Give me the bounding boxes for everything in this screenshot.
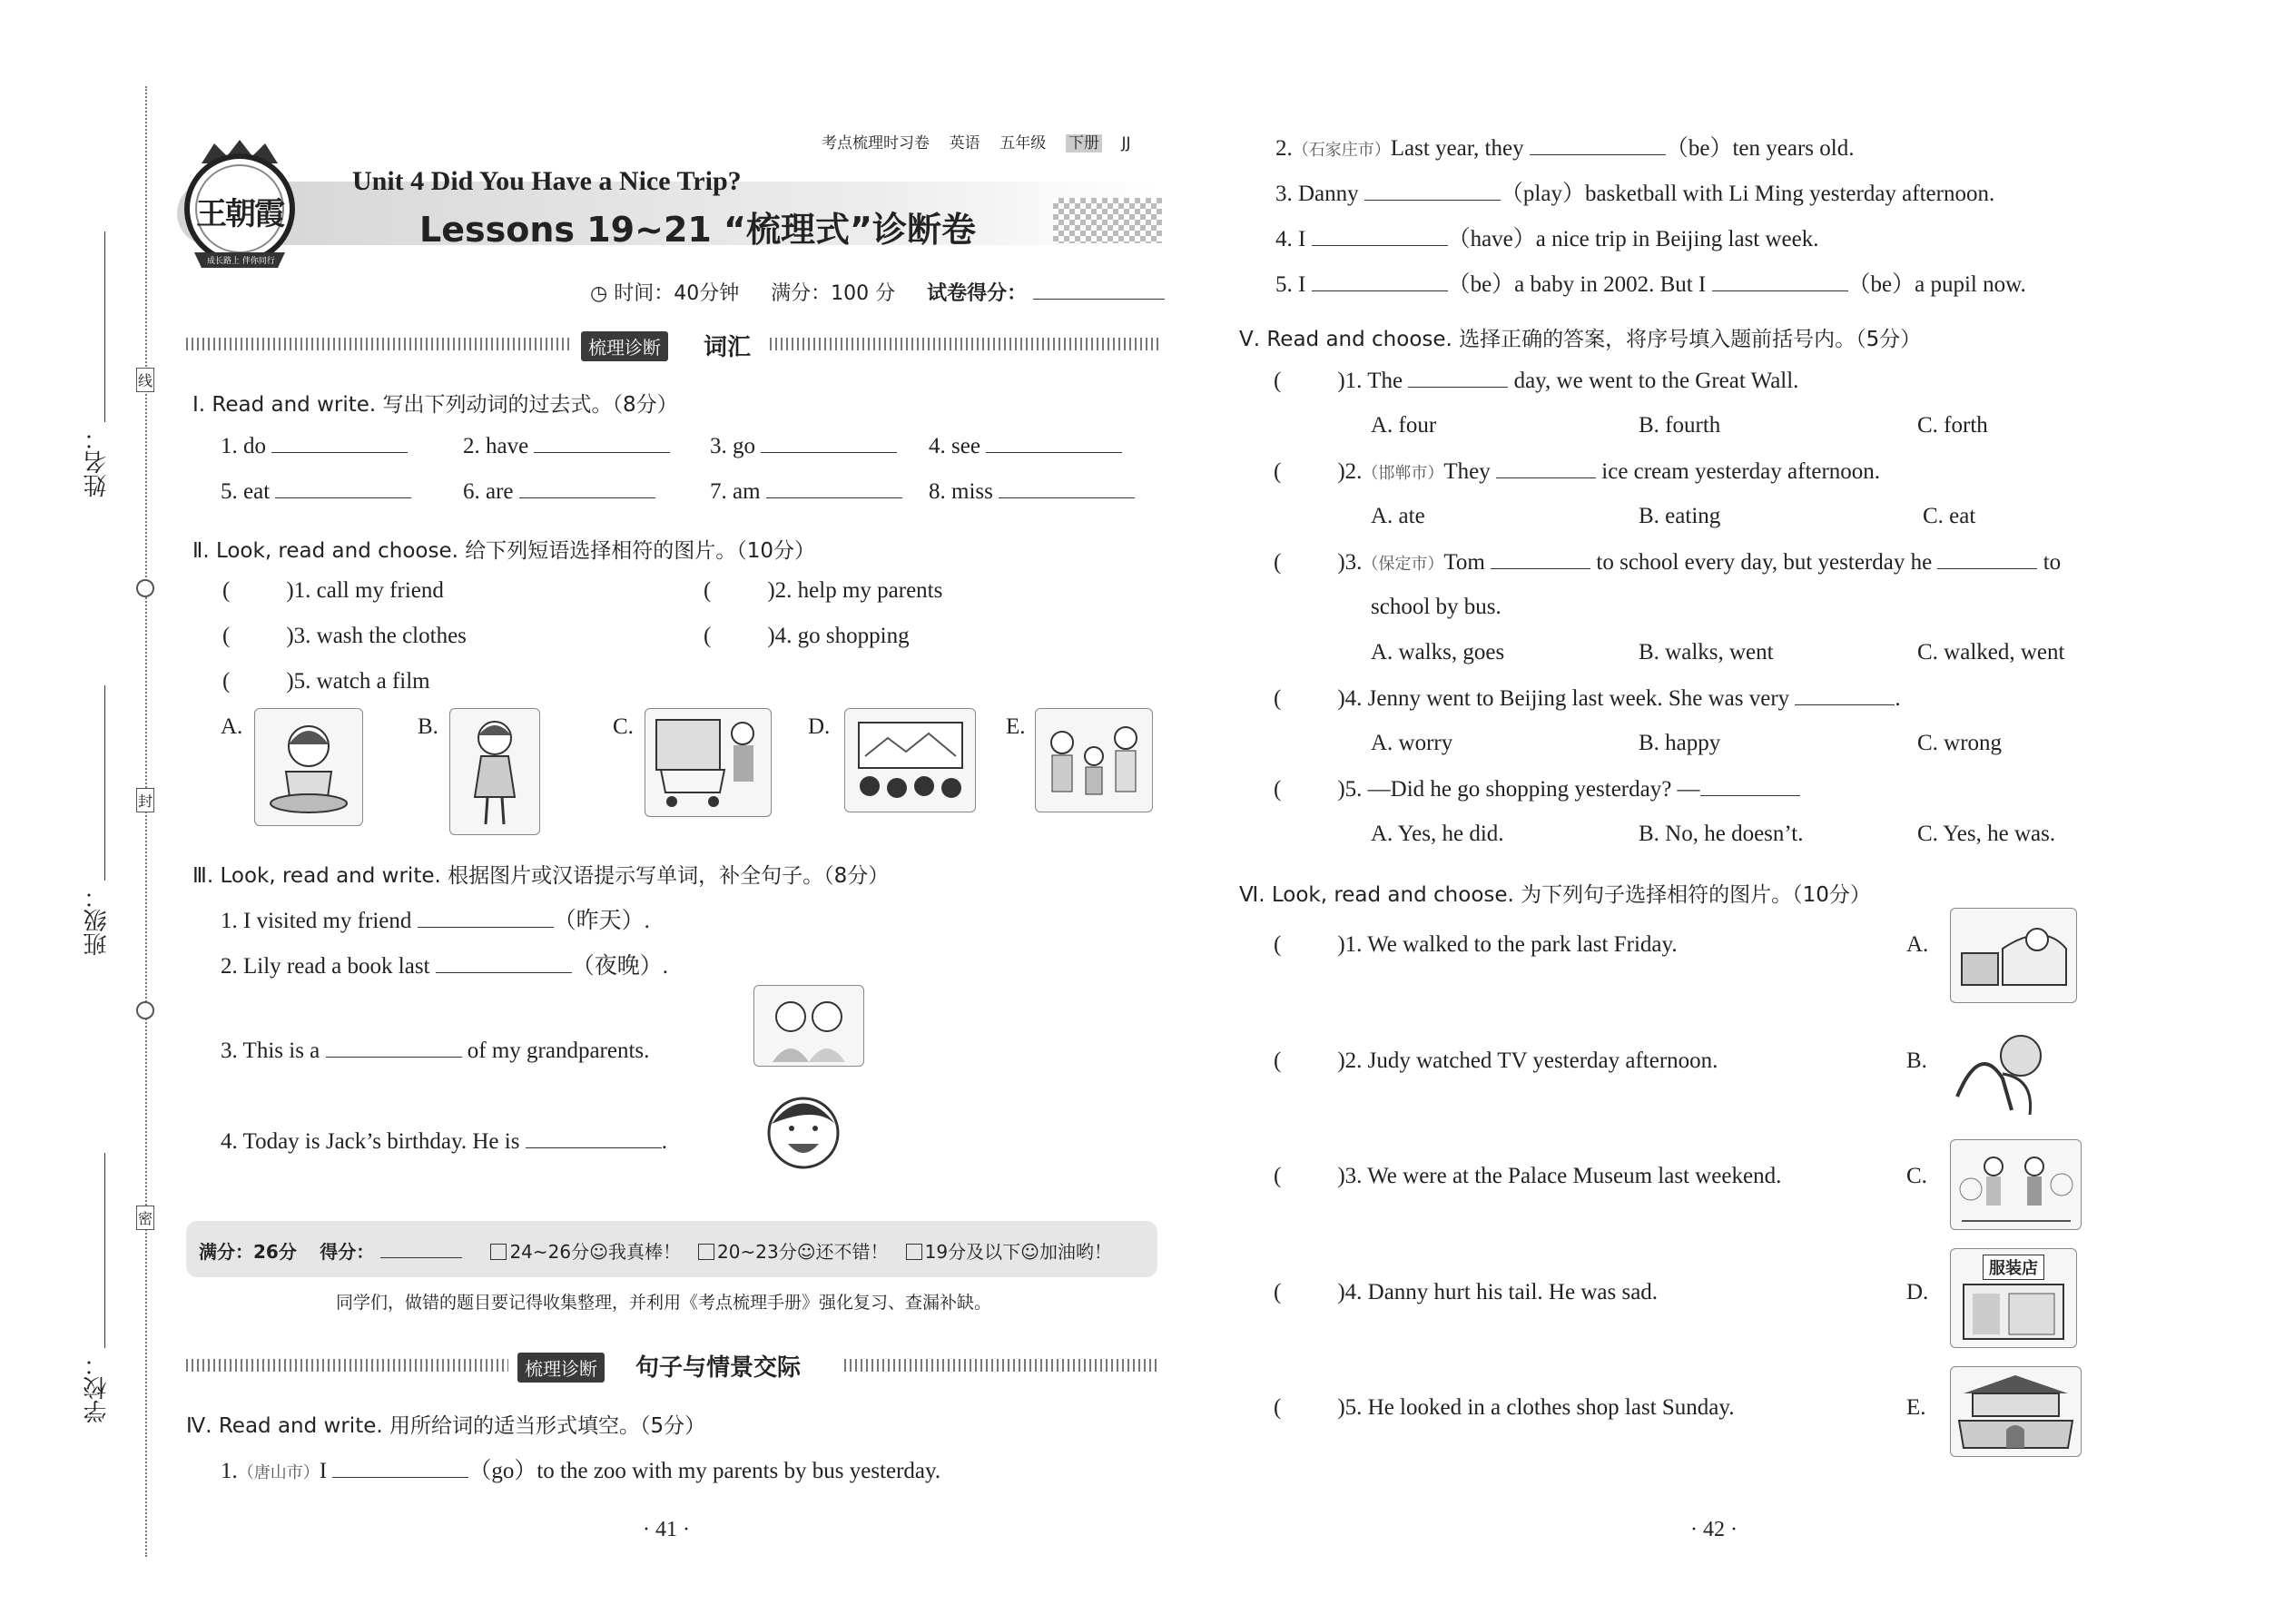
walking-family-icon (1957, 1144, 2075, 1225)
q5-opt[interactable]: B. No, he doesn’t. (1639, 822, 1804, 846)
logo (182, 136, 298, 272)
page-number-left: · 41 · (643, 1518, 690, 1541)
q5-opt[interactable]: B. fourth (1639, 413, 1721, 438)
q1-item: 5. eat (221, 478, 411, 505)
exam-info (590, 278, 1165, 306)
review-note: 同学们，做错的题目要记得收集整理，并利用《考点梳理手册》强化复习、查漏补缺。 (336, 1293, 992, 1313)
score-checkbox[interactable] (698, 1244, 714, 1260)
q5-opt[interactable]: C. Yes, he was. (1917, 822, 2056, 846)
q2-title: Ⅱ. Look, read and choose. 给下列短语选择相符的图片。（10分） (192, 539, 816, 563)
q1-item: 1. do (221, 433, 408, 459)
answer-blank[interactable] (271, 433, 408, 453)
sad-animal-picture (1950, 1021, 2054, 1126)
q2-option-c: C. (613, 714, 634, 739)
answer-blank[interactable] (1408, 368, 1508, 388)
girl-washing-clothes-picture (254, 708, 363, 826)
section-title: 词汇 (704, 334, 752, 361)
edition: JJ (1121, 134, 1131, 153)
answer-blank[interactable] (1312, 226, 1448, 246)
q5-opt[interactable]: A. worry (1371, 731, 1453, 755)
score-checkbox[interactable] (906, 1244, 922, 1260)
q1-item: 3. go (710, 433, 897, 459)
section-badge: 梳理诊断 (517, 1353, 605, 1383)
q1-item: 2. have (463, 433, 670, 459)
class-field[interactable] (104, 685, 105, 881)
palace-museum-picture (1950, 1366, 2082, 1457)
answer-blank[interactable] (418, 908, 554, 928)
answer-blank[interactable] (1700, 776, 1800, 796)
q4-title: Ⅳ. Read and write. 用所给词的适当形式填空。（5分） (186, 1414, 706, 1438)
q5-opt[interactable]: A. walks, goes (1371, 640, 1505, 664)
q3-sentence-3: 3. This is a of my grandparents. (221, 1038, 650, 1063)
answer-blank[interactable] (526, 1128, 662, 1148)
time-info: 时间：40分钟 (614, 282, 740, 305)
q5-item-5: ( )5. —Did he go shopping yesterday? — (1274, 776, 1800, 802)
section-rule-left (186, 338, 572, 350)
q6-item: ( )3. We were at the Palace Museum last weekend. (1274, 1164, 1782, 1188)
q3-title: Ⅲ. Look, read and write. 根据图片或汉语提示写单词，补全句子。（8分） (192, 864, 890, 888)
answer-blank[interactable] (436, 953, 572, 973)
answer-blank[interactable] (332, 1458, 468, 1478)
grade: 五年级 (999, 134, 1047, 153)
girl-phone-icon (458, 715, 531, 829)
q5-item-3-cont: school by bus. (1371, 595, 1501, 619)
seal-mark-secret: 密 (136, 1206, 154, 1230)
q5-item-4: ( )4. Jenny went to Beijing last week. She was very . (1274, 686, 1901, 711)
q4-item: 5. I （be）a baby in 2002. But I （be）a pupil now. (1275, 272, 2026, 297)
q6-item: ( )1. We walked to the park last Friday. (1274, 932, 1678, 957)
score-box: 满分：26分 得分： 24~26分☺我真棒！ 20~23分☺还不错！ 19分及以下☺加油哟！ (186, 1221, 1157, 1277)
park-walk-picture (1950, 1139, 2082, 1230)
laughing-boy-picture (758, 1085, 849, 1180)
q6-title: Ⅵ. Look, read and choose. 为下列句子选择相符的图片。（10分） (1239, 883, 1871, 907)
section-rule-right (844, 1359, 1157, 1372)
binding-circle-2 (136, 1001, 154, 1019)
q5-opt[interactable]: C. wrong (1917, 731, 2003, 755)
q2-option-d: D. (808, 714, 831, 739)
watching-tv-picture (1950, 908, 2077, 1003)
series-info (822, 130, 1131, 153)
q5-item-2: ( )2.（邯郸市）They ice cream yesterday afternoon. (1274, 459, 1881, 484)
answer-blank[interactable] (999, 478, 1135, 498)
q2-item: ( )1. call my friend (222, 578, 444, 603)
seal-mark-line: 线 (136, 368, 154, 392)
q6-item: ( )5. He looked in a clothes shop last Sunday. (1274, 1395, 1735, 1420)
answer-blank[interactable] (766, 478, 902, 498)
happy-boy-icon (761, 1088, 847, 1178)
score-label: 试卷得分： (927, 282, 1028, 305)
q1-title: Ⅰ. Read and write. 写出下列动词的过去式。（8分） (192, 393, 678, 417)
answer-blank[interactable] (1712, 271, 1848, 291)
q4-item: 2.（石家庄市）Last year, they （be）ten years old. (1275, 136, 1855, 161)
full-score: 满分：100 分 (771, 282, 896, 305)
section-rule-left (186, 1359, 508, 1372)
lesson-title: Lessons 19~21 “梳理式”诊断卷 (419, 210, 977, 250)
q2-option-a: A. (221, 714, 243, 739)
q5-item-3: ( )3.（保定市）Tom to school every day, but yesterday he to (1274, 550, 2062, 575)
smile-icon: ☺ (796, 1241, 816, 1263)
grandparents-photo (753, 985, 864, 1067)
q5-opt[interactable]: B. eating (1639, 504, 1721, 528)
header-checker (1053, 198, 1162, 243)
q5-opt[interactable]: A. Yes, he did. (1371, 822, 1504, 846)
answer-blank[interactable] (1496, 458, 1596, 478)
seal-mark-seal: 封 (136, 788, 154, 812)
score-got-label: 得分： (320, 1241, 375, 1263)
q5-opt[interactable]: A. four (1371, 413, 1437, 438)
smile-icon: ☺ (589, 1241, 608, 1263)
score-field[interactable] (1033, 280, 1165, 300)
score-checkbox[interactable] (490, 1244, 507, 1260)
q3-sentence-2: 2. Lily read a book last （夜晚）. (221, 954, 669, 979)
q6-option-d: D. (1906, 1280, 1929, 1304)
answer-blank[interactable] (1364, 181, 1501, 201)
unit-title: Unit 4 Did You Have a Nice Trip? (352, 166, 742, 196)
name-field[interactable] (104, 231, 105, 422)
cinema-picture (844, 708, 976, 812)
answer-blank[interactable] (1312, 271, 1448, 291)
q6-option-a: A. (1906, 932, 1929, 957)
q2-item: ( )4. go shopping (704, 624, 910, 648)
answer-blank[interactable] (986, 433, 1122, 453)
q6-option-c: C. (1906, 1164, 1927, 1188)
shopping-cart-picture (645, 708, 772, 817)
answer-blank[interactable] (1795, 685, 1895, 705)
shop-sign: 服装店 (1983, 1255, 2044, 1280)
binding-dotted-line (145, 86, 147, 1557)
tv-sofa-icon (1957, 912, 2071, 999)
q5-opt[interactable]: A. ate (1371, 504, 1425, 528)
palace-gate-icon (1954, 1371, 2077, 1452)
subject: 英语 (949, 134, 980, 153)
q2-option-b: B. (418, 714, 438, 739)
section-rule-right (770, 338, 1160, 350)
class-label: 班级： (84, 885, 110, 956)
q5-opt[interactable]: C. walked, went (1917, 640, 2065, 664)
logo-text: 王朝霞 (196, 198, 283, 231)
answer-blank[interactable] (534, 433, 670, 453)
q1-item: 8. miss (929, 478, 1135, 505)
section-title: 句子与情景交际 (635, 1354, 802, 1382)
q3-sentence-1: 1. I visited my friend （昨天）. (221, 909, 650, 933)
answer-blank[interactable] (1491, 549, 1590, 569)
q5-opt[interactable]: C. forth (1917, 413, 1988, 438)
q6-item: ( )4. Danny hurt his tail. He was sad. (1274, 1280, 1659, 1304)
answer-blank[interactable] (275, 478, 411, 498)
shopping-cart-icon (652, 715, 765, 811)
answer-blank[interactable] (761, 433, 897, 453)
sad-monkey-icon (1953, 1024, 2053, 1124)
family-picture (1035, 708, 1153, 812)
q6-option-e: E. (1906, 1395, 1926, 1420)
q5-opt[interactable]: B. happy (1639, 731, 1721, 755)
q2-item: ( )3. wash the clothes (222, 624, 467, 648)
score-full: 满分：26分 (199, 1241, 297, 1263)
q5-title: Ⅴ. Read and choose. 选择正确的答案，将序号填入题前括号内。（5分） (1239, 328, 1922, 351)
logo-motto: 成长路上 伴你同行 (207, 257, 275, 266)
q5-item-1: ( )1. The day, we went to the Great Wall. (1274, 369, 1799, 393)
name-label: 姓名： (84, 427, 110, 497)
q4-item: 3. Danny （play）basketball with Li Ming yesterday afternoon. (1275, 182, 1995, 206)
answer-blank[interactable] (1530, 135, 1666, 155)
family-icon (1039, 715, 1148, 806)
binding-circle-1 (136, 579, 154, 597)
q4-item: 1.（唐山市）I （go）to the zoo with my parents by bus yesterday. (221, 1459, 941, 1483)
answer-blank[interactable] (326, 1038, 462, 1058)
school-field[interactable] (104, 1153, 105, 1348)
cinema-icon (852, 715, 970, 806)
section-badge: 梳理诊断 (581, 331, 668, 361)
girl-on-phone-picture (449, 708, 540, 835)
q6-option-b: B. (1906, 1048, 1927, 1073)
shop-front-icon (1959, 1280, 2068, 1343)
answer-blank[interactable] (1937, 549, 2037, 569)
volume: 下册 (1066, 134, 1102, 153)
q6-item: ( )2. Judy watched TV yesterday afternoon. (1274, 1048, 1718, 1073)
clothes-shop-picture (1950, 1248, 2077, 1348)
page-number-right: · 42 · (1690, 1518, 1738, 1541)
answer-blank[interactable] (519, 478, 655, 498)
q3-sentence-4: 4. Today is Jack’s birthday. He is . (221, 1129, 667, 1154)
q5-opt[interactable]: B. walks, went (1639, 640, 1774, 664)
q4-item: 4. I （have）a nice trip in Beijing last week. (1275, 227, 1819, 251)
q1-item: 6. are (463, 478, 655, 505)
q1-item: 4. see (929, 433, 1122, 459)
q1-item: 7. am (710, 478, 902, 505)
q2-item: ( )5. watch a film (222, 669, 430, 694)
q2-option-e: E. (1006, 714, 1026, 739)
q5-opt[interactable]: C. eat (1923, 504, 1976, 528)
score-got-field[interactable] (380, 1242, 462, 1258)
smile-icon: ☺ (1020, 1241, 1039, 1263)
girl-washing-icon (263, 717, 354, 817)
series-name: 考点梳理时习卷 (822, 134, 930, 153)
clock-icon: ◷ (590, 282, 608, 305)
grandparents-icon (759, 989, 859, 1062)
school-label: 学校： (84, 1353, 110, 1423)
q2-item: ( )2. help my parents (704, 578, 943, 603)
